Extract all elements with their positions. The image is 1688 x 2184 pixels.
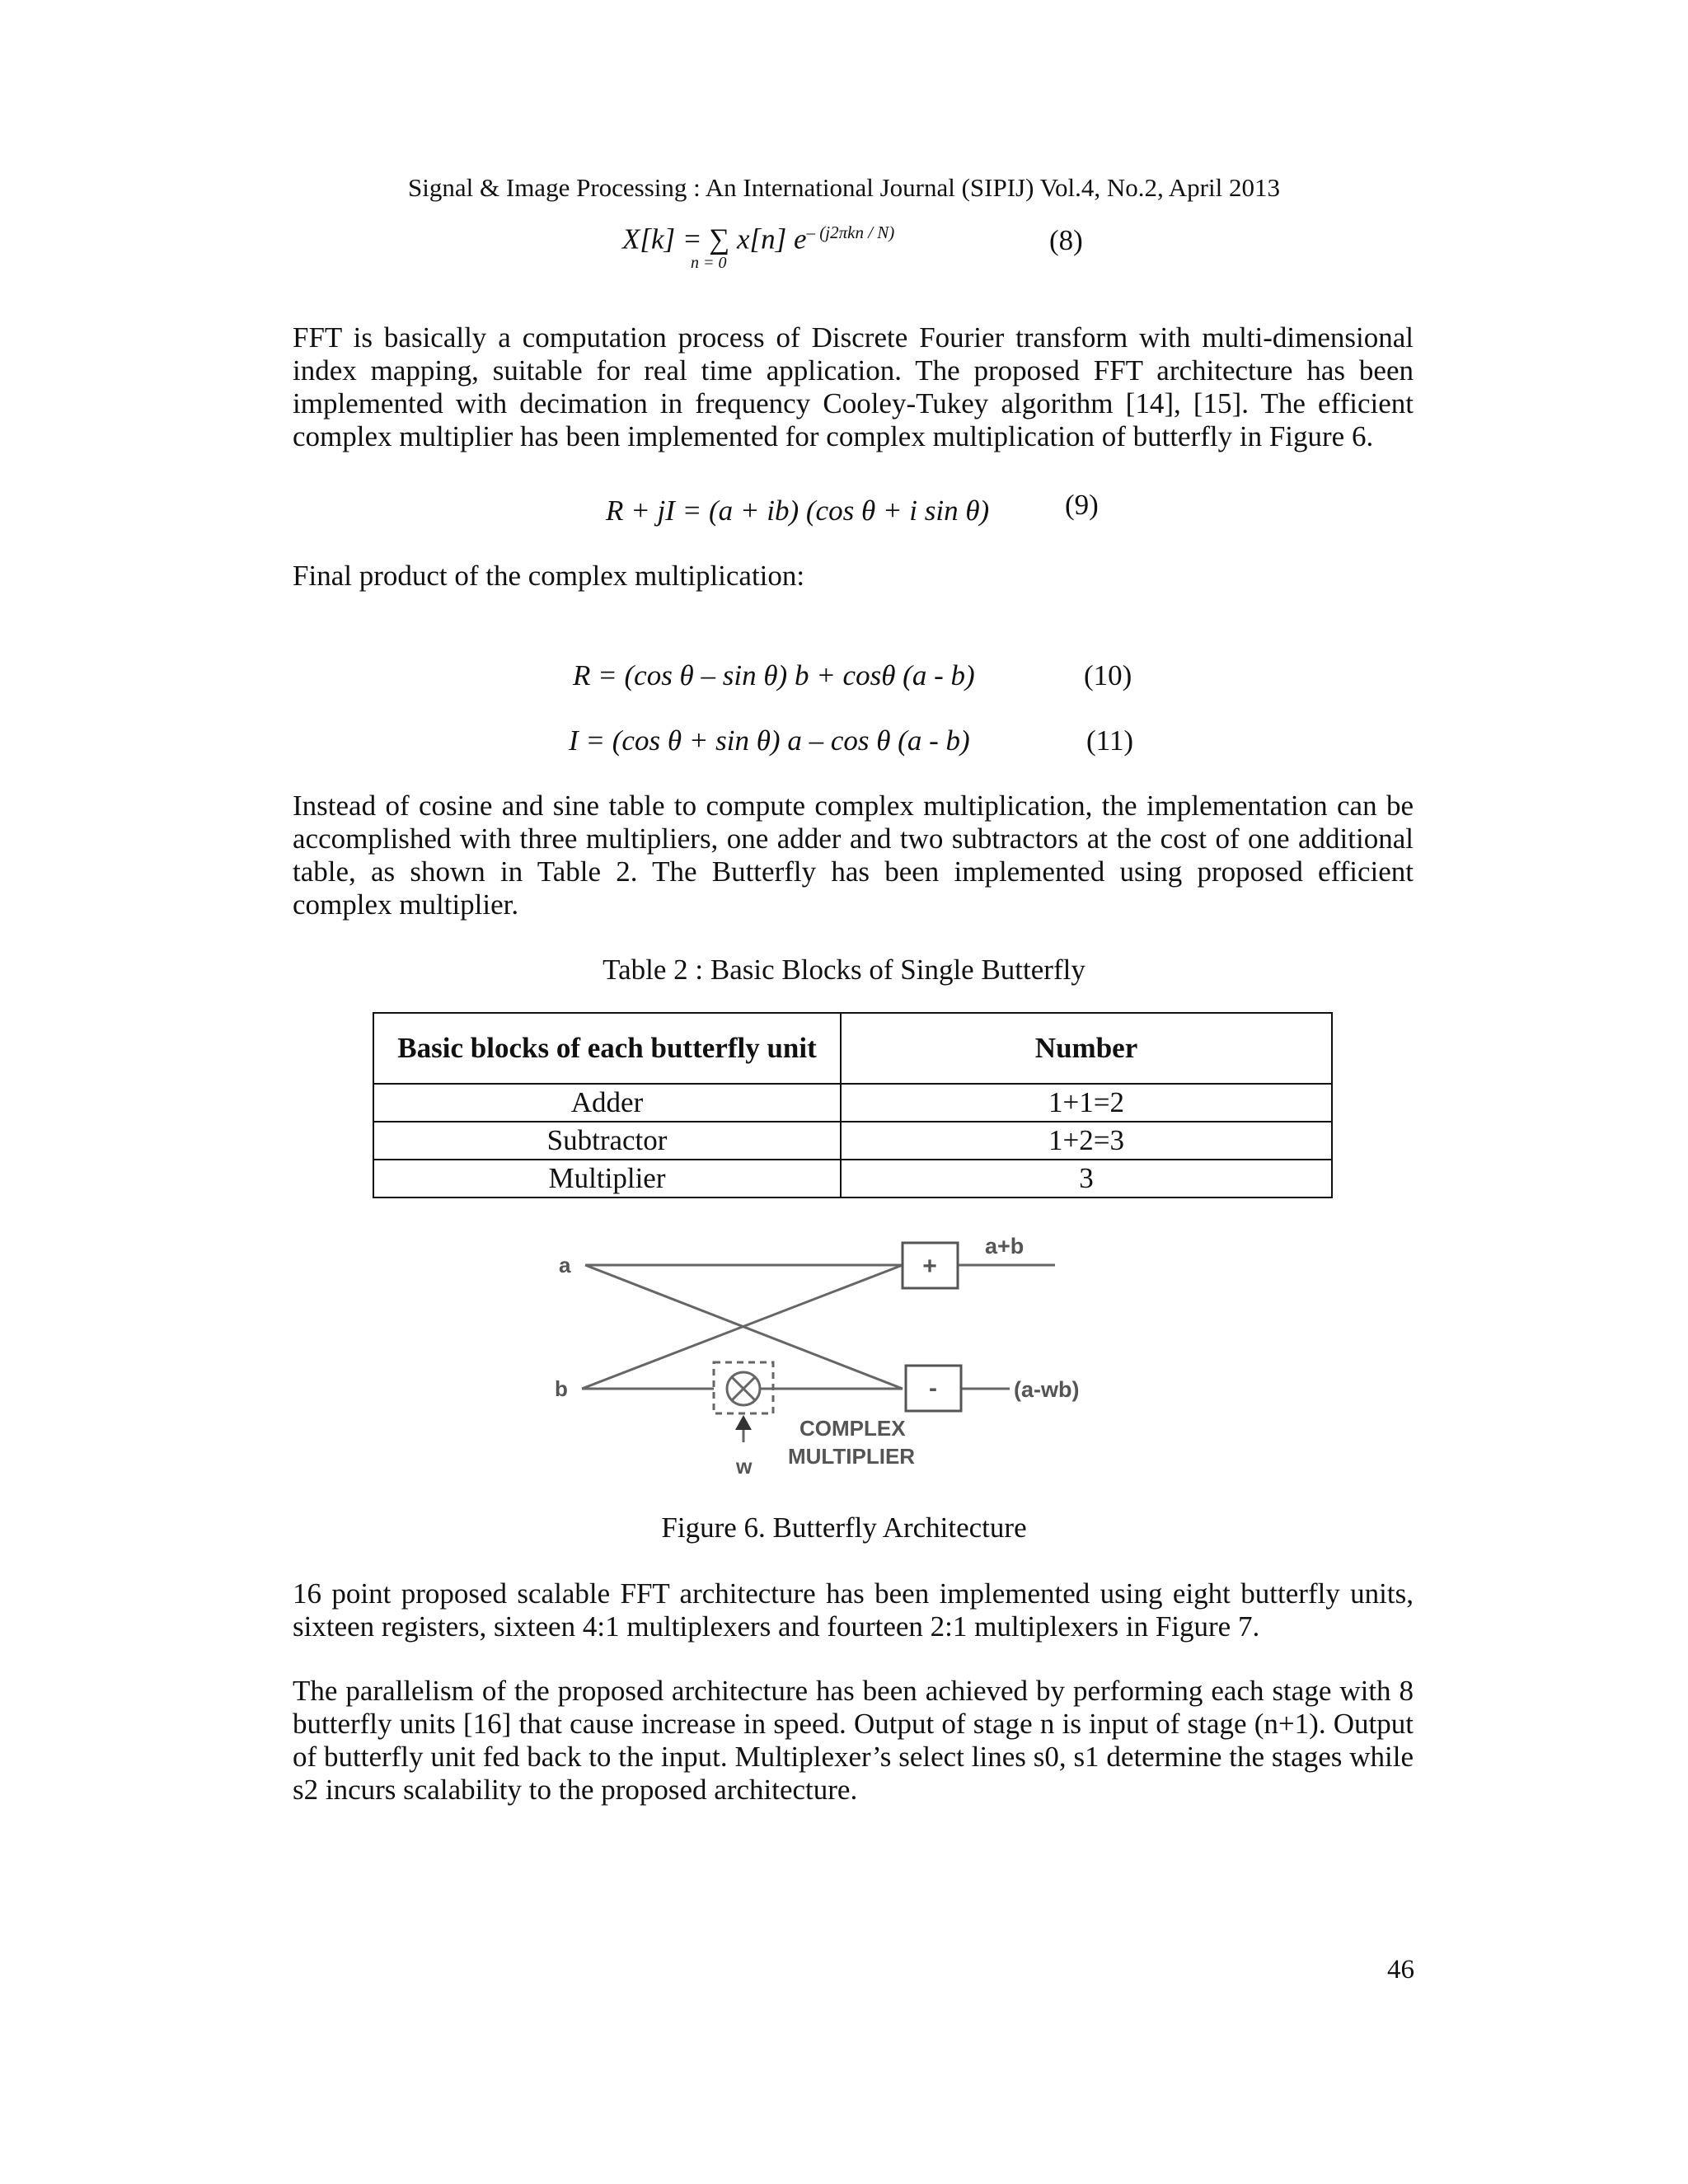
table-cell: Adder <box>373 1084 841 1122</box>
equation-8 <box>622 223 894 256</box>
eq8-sum-symbol: ∑ <box>709 223 730 255</box>
table-cell: Multiplier <box>373 1160 841 1197</box>
table-cell: 1+2=3 <box>841 1122 1332 1160</box>
table-header-cell: Number <box>841 1013 1332 1084</box>
eq8-subscript: n = 0 <box>691 254 727 272</box>
figure-caption: Figure 6. Butterfly Architecture <box>661 1511 1027 1544</box>
butterfly-blocks-table <box>373 1012 1333 1198</box>
twiddle-arrowhead <box>735 1415 752 1430</box>
table-row <box>373 1160 1332 1197</box>
paragraph-parallelism: The parallelism of the proposed architecture has been achieved by performing each stage with 8 butterfly units [16] that cause increase in speed. Output of stage n is input of stage (n+1). Output of butterfly unit fed back to the input. Multiplexer’s select lines s0, s1 determine the stages while s2 incurs scalability to the proposed architecture. <box>293 1675 1414 1806</box>
eq10-number: (10) <box>1084 659 1132 691</box>
table-cell: 3 <box>841 1160 1332 1197</box>
equation-10: R = (cos θ – sin θ) b + cosθ (a - b) <box>573 659 975 691</box>
twiddle-w-label: w <box>736 1455 753 1479</box>
page-number: 46 <box>1387 1955 1414 1985</box>
eq8-lhs: X[k] = <box>622 223 710 255</box>
output-sum-label: a+b <box>985 1234 1025 1258</box>
paragraph-multipliers: Instead of cosine and sine table to compute complex multiplication, the implementation can be accomplished with three multipliers, one adder and two subtractors at the cost of one additional table, as shown in Table 2. The Butterfly has been implemented using proposed efficient complex multiplier. <box>293 790 1414 921</box>
input-b-label: b <box>555 1376 568 1401</box>
table-header-cell: Basic blocks of each butterfly unit <box>373 1013 841 1084</box>
paragraph-final-product: Final product of the complex multiplication: <box>293 560 805 592</box>
table-cell: 1+1=2 <box>841 1084 1332 1122</box>
multiplier-label-line2: MULTIPLIER <box>788 1444 916 1469</box>
subtractor-symbol: - <box>929 1375 937 1402</box>
running-header: Signal & Image Processing : An International Journal (SIPIJ) Vol.4, No.2, April 2013 <box>408 173 1280 202</box>
equation-9: R + jI = (a + ib) (cos θ + i sin θ) <box>606 494 990 527</box>
eq8-number: (8) <box>1049 224 1083 256</box>
eq11-number: (11) <box>1086 724 1134 757</box>
paragraph-fft-intro: FFT is basically a computation process of Discrete Fourier transform with multi-dimensional index mapping, suitable for real time application. The proposed FFT architecture has been implemented with decimation in frequency Cooley-Tukey algorithm [14], [15]. The efficient complex multiplier has been implemented for complex multiplication of butterfly in Figure 6. <box>293 321 1414 452</box>
eq9-number: (9) <box>1065 489 1099 521</box>
table-cell: Subtractor <box>373 1122 841 1160</box>
paragraph-16-point-fft: 16 point proposed scalable FFT architecture has been implemented using eight butterfly units, sixteen registers, sixteen 4:1 multiplexers and fourteen 2:1 multiplexers in Figure 7. <box>293 1577 1414 1643</box>
table-row <box>373 1122 1332 1160</box>
input-a-label: a <box>559 1253 571 1277</box>
butterfly-diagram <box>528 1224 1104 1504</box>
adder-symbol: + <box>922 1253 937 1280</box>
output-diff-label: (a-wb) <box>1014 1377 1080 1402</box>
table-row <box>373 1084 1332 1122</box>
table-header-row <box>373 1013 1332 1084</box>
multiplier-label-line1: COMPLEX <box>799 1416 906 1441</box>
table-caption: Table 2 : Basic Blocks of Single Butterfly <box>603 954 1085 986</box>
eq8-term: x[n] e <box>729 223 807 255</box>
equation-11: I = (cos θ + sin θ) a – cos θ (a - b) <box>569 724 970 757</box>
eq8-exponent: – (j2πkn / N) <box>806 223 895 242</box>
